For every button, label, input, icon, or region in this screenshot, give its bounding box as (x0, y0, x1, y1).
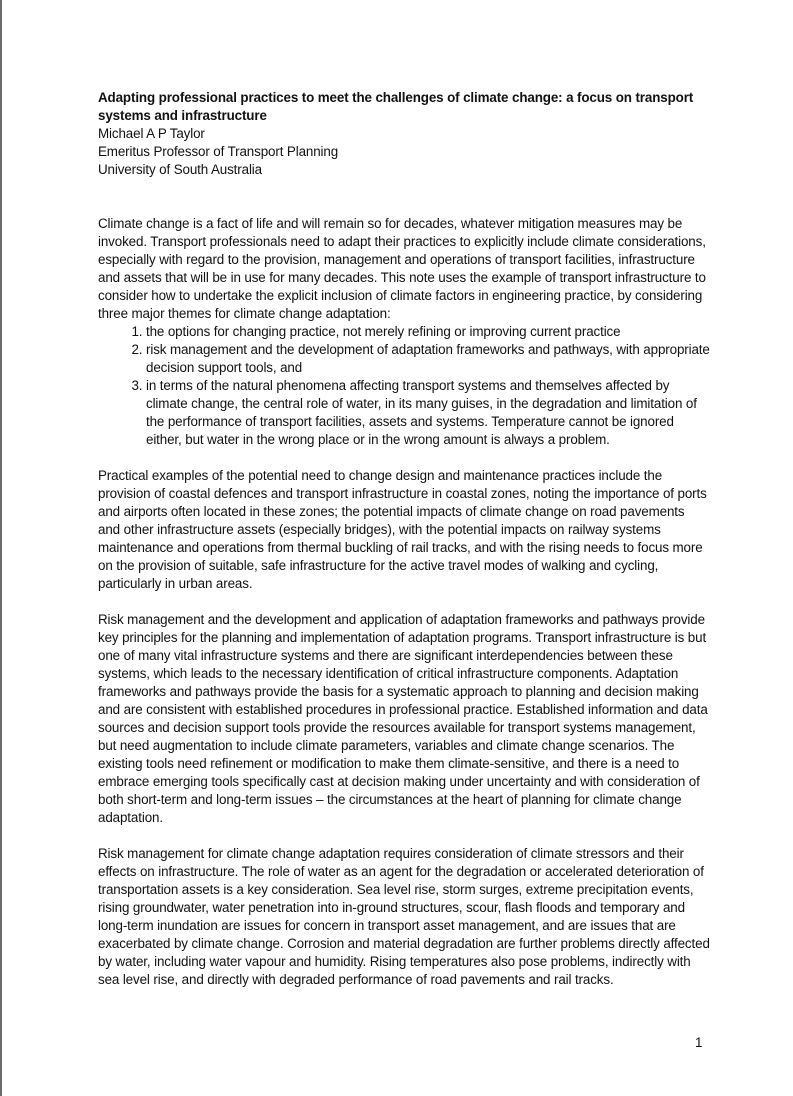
risk-management-paragraph: Risk management and the development and application of adaptation frameworks and pathways provide key principles for the planning and implementation of adaptation programs. Transport infrastructure is but one of many vital infrastructure systems and there are significant interdependencies between these systems, which leads to the necessary identification of critical infrastructure components. Adaptation frameworks and pathways provide the basis for a systematic approach to planning and decision making and are consistent with established procedures in professional practice. Established information and data sources and decision support tools provide the resources available for transport systems management, but need augmentation to include climate parameters, variables and climate change scenarios. The existing tools need refinement or modification to make them climate-sensitive, and there is a need to embrace emerging tools specifically cast at decision making under uncertainty and with consideration of both short-term and long-term issues – the circumstances at the heart of planning for climate change adaptation. (98, 612, 708, 825)
document-title: Adapting professional practices to meet the challenges of climate change: a focus on transport systems and infrastructure (98, 90, 694, 123)
spacer (98, 179, 710, 215)
author-position: Emeritus Professor of Transport Planning (98, 144, 339, 159)
practical-examples-paragraph: Practical examples of the potential need to change design and maintenance practices include the provision of coastal defences and transport infrastructure in coastal zones, noting the importance of ports and airports often located in these zones; the potential impacts of climate change on road pavements and other infrastructure assets (especially bridges), with the potential impacts on railway systems maintenance and operations from thermal buckling of rail tracks, and with the rising needs to focus more on the provision of suitable, safe infrastructure for the active travel modes of walking and cycling, particularly in urban areas. (98, 468, 707, 591)
themes-list (98, 323, 710, 449)
author-name: Michael A P Taylor (98, 126, 205, 141)
climate-stressors-paragraph: Risk management for climate change adaptation requires consideration of climate stressors and their effects on infrastructure. The role of water as an agent for the degradation or accelerated deterioration of transportation assets is a key consideration. Sea level rise, storm surges, extreme precipitation events, rising groundwater, water penetration into in-ground structures, scour, flash floods and temporary and long-term inundation are issues for concern in transport asset management, and are issues that are exacerbated by climate change. Corrosion and material degradation are further problems directly affected by water, including water vapour and humidity. Rising temperatures also pose problems, indirectly with sea level rise, and directly with degraded performance of road pavements and rail tracks. (98, 846, 710, 987)
theme-item-3: 3. in terms of the natural phenomena affecting transport systems and themselves affected by climate change, the central role of water, in its many guises, in the degradation and limitation of the performance of transport facilities, assets and systems. Temperature cannot be ignored either, but water in the wrong place or in the wrong amount is always a problem. (146, 377, 710, 449)
intro-paragraph: Climate change is a fact of life and will remain so for decades, whatever mitigation measures may be invoked. Transport professionals need to adapt their practices to explicitly include climate considerations, especially with regard to the provision, management and operations of transport facilities, infrastructure and assets that will be in use for many decades. This note uses the example of transport infrastructure to consider how to undertake the explicit inclusion of climate factors in engineering practice, by considering three major themes for climate change adaptation: (98, 216, 706, 321)
page-number: 1 (695, 1035, 703, 1050)
theme-item-2: 2. risk management and the development of adaptation frameworks and pathways, with appropriate decision support tools, and (146, 341, 710, 377)
author-affiliation: University of South Australia (98, 162, 262, 177)
page-content (98, 89, 710, 1007)
theme-item-1: 1. the options for changing practice, not merely refining or improving current practice (146, 323, 710, 341)
